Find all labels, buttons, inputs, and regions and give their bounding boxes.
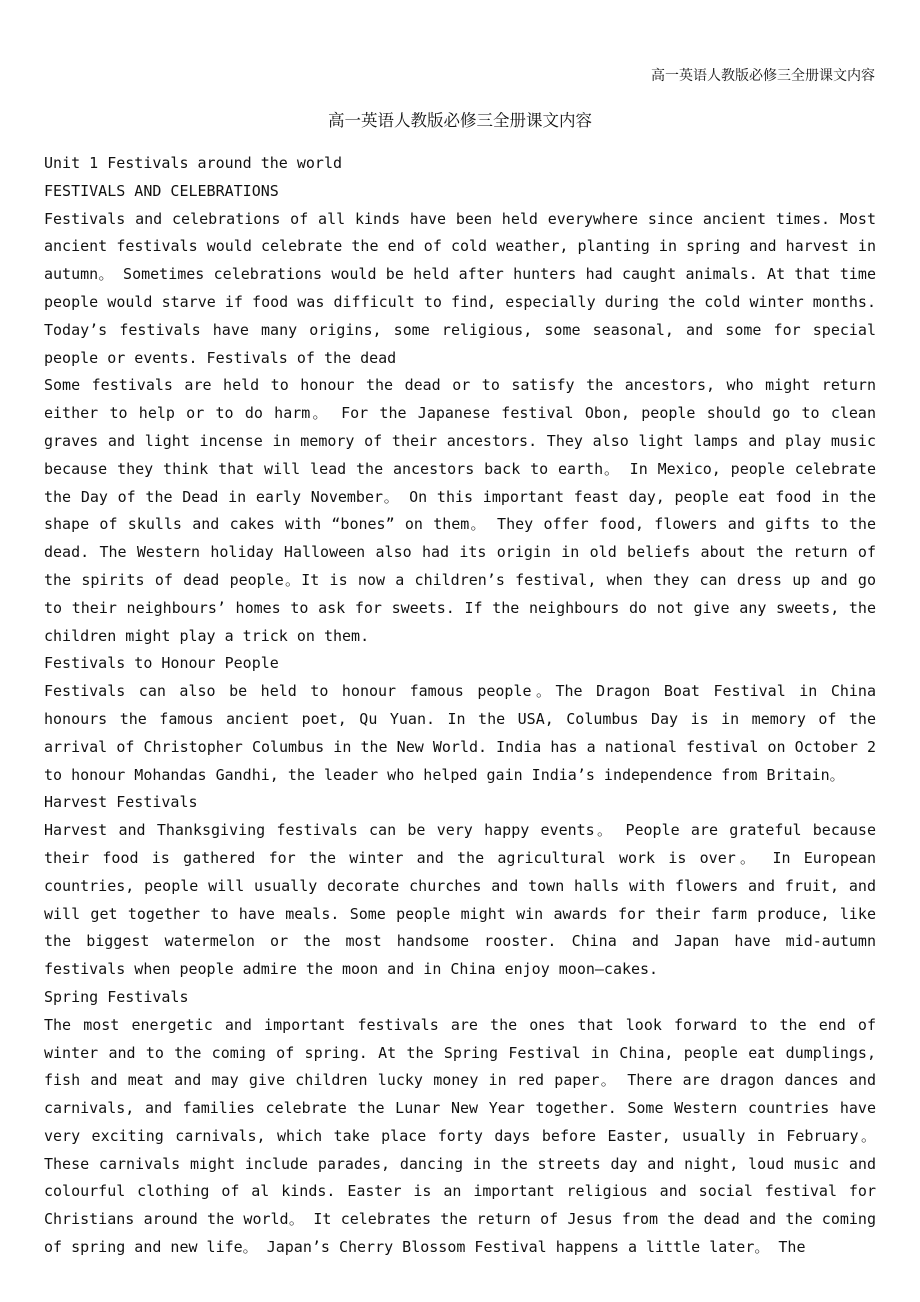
paragraph-honour-people: Festivals can also be held to honour famous people。The Dragon Boat Festival in China honours the famous ancient poet, Qu Yuan. In the USA, Columbus Day is in memory of the arrival of Christopher Columbus in the New World. India has a national festival on October 2 to honour Mohandas Gandhi, the leader who helped gain India’s independence from Britain。 bbox=[44, 682, 876, 784]
section-heading-honour-people: Festivals to Honour People bbox=[44, 654, 279, 673]
section-heading-festivals-and-celebrations: FESTIVALS AND CELEBRATIONS bbox=[44, 181, 279, 200]
document-body bbox=[44, 150, 876, 1262]
paragraph-intro: Festivals and celebrations of all kinds have been held everywhere since ancient times. Most ancient festivals would celebrate the end of cold weather, planting in spring and harvest in autumn。 Sometimes celebrations would be held after hunters had caught animals. At that time people would starve if food was difficult to find, especially during the cold winter months. Today’s festivals have many origins, some religious, some seasonal, and some for special people or events. Festivals of the dead bbox=[44, 209, 876, 367]
section-heading-spring: Spring Festivals bbox=[44, 987, 189, 1006]
unit-heading: Unit 1 Festivals around the world bbox=[44, 154, 343, 172]
paragraph-spring: The most energetic and important festivals are the ones that look forward to the end of winter and to the coming of spring. At the Spring Festival in China, people eat dumplings, fish and meat and may give children lucky money in red paper。 There are dragon dances and carnivals, and families celebrate the Lunar New Year together. Some Western countries have very exciting carnivals, which take place forty days before Easter, usually in February。 These carnivals might include parades, dancing in the streets day and night, loud music and colourful clothing of al kinds. Easter is an important religious and social festival for Christians around the world。 It celebrates the return of Jesus from the dead and the coming of spring and new life。 Japan’s Cherry Blossom Festival happens a little later。 The bbox=[44, 1015, 876, 1257]
running-header: 高一英语人教版必修三全册课文内容 bbox=[651, 68, 875, 84]
section-heading-harvest: Harvest Festivals bbox=[44, 793, 198, 812]
document-title: 高一英语人教版必修三全册课文内容 bbox=[328, 111, 592, 130]
paragraph-festivals-of-the-dead: Some festivals are held to honour the dead or to satisfy the ancestors, who might return either to help or to do harm。 For the Japanese festival Obon, people should go to clean graves and light incense in memory of their ancestors. They also light lamps and play music because they think that will lead the ancestors back to earth。 In Mexico, people celebrate the Day of the Dead in early November。 On this important feast day, people eat food in the shape of skulls and cakes with “bones” on them。 They offer food, flowers and gifts to the dead. The Western holiday Halloween also had its origin in old beliefs about the return of the spirits of dead people。It is now a children’s festival, when they can dress up and go to their neighbours’ homes to ask for sweets. If the neighbours do not give any sweets, the children might play a trick on them. bbox=[44, 376, 876, 645]
paragraph-harvest: Harvest and Thanksgiving festivals can be very happy events。 People are grateful because their food is gathered for the winter and the agricultural work is over。 In European countries, people will usually decorate churches and town halls with flowers and fruit, and will get together to have meals. Some people might win awards for their farm produce, like the biggest watermelon or the most handsome rooster. China and Japan have mid-autumn festivals when people admire the moon and in China enjoy moon—cakes. bbox=[44, 821, 876, 979]
